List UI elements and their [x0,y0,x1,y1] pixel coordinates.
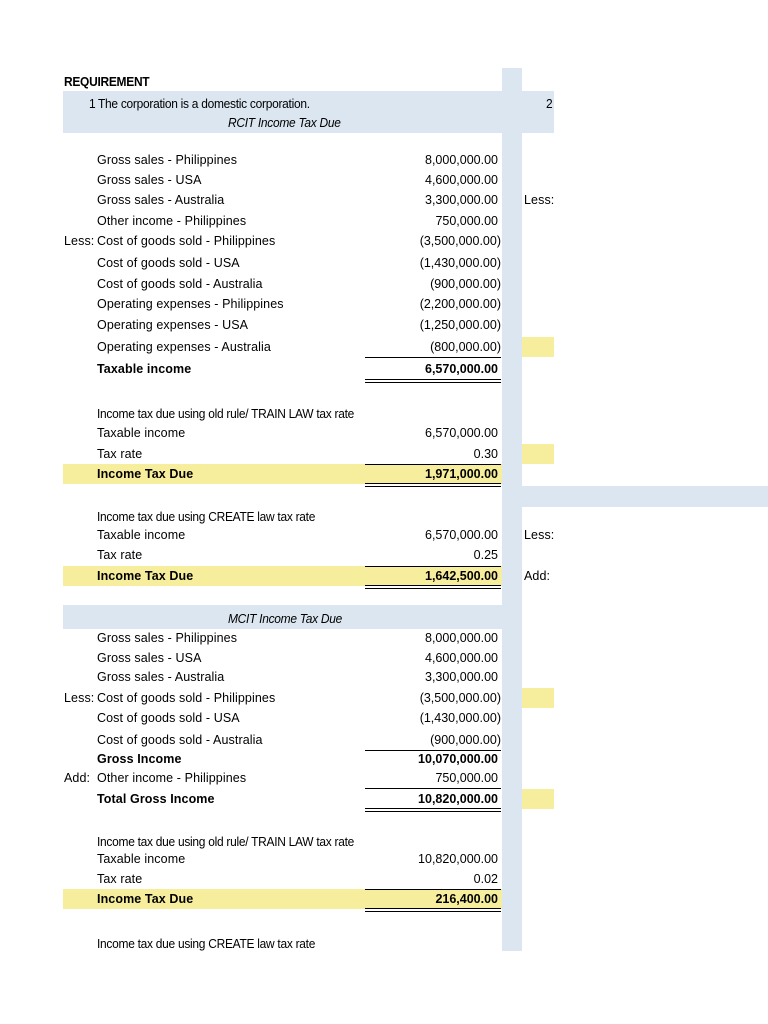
requirement-label: REQUIREMENT [64,74,150,89]
mcit-row-value: 3,300,000.00 [425,670,498,684]
old-rule-1-double-line-2 [365,486,501,487]
mcit-row-label: Cost of goods sold - USA [97,711,240,725]
right-highlight-1 [522,337,554,357]
mcit-row-value: 8,000,000.00 [425,631,498,645]
mcit-add-prefix: Add: [64,771,91,785]
old-rule-2-taxable-value: 10,820,000.00 [418,852,498,866]
mcit-total-line [365,788,501,789]
old-rule-2-due-label: Income Tax Due [97,892,194,906]
create-2-heading: Income tax due using CREATE law tax rate [97,936,316,951]
rcit-row-value: 4,600,000.00 [425,173,498,187]
old-rule-2-taxable-label: Taxable income [97,852,186,866]
separator-column [502,68,522,951]
rcit-row-label: Operating expenses - Australia [97,340,271,354]
rcit-row-value: (900,000.00) [430,277,501,291]
right-section-band [502,486,768,507]
create-1-rate-line [365,566,501,567]
rcit-row-value: 3,300,000.00 [425,193,498,207]
rcit-row-value: (1,430,000.00) [419,256,501,270]
mcit-gross-value: 10,070,000.00 [418,752,498,766]
rcit-title: RCIT Income Tax Due [228,115,341,130]
create-1-due-label: Income Tax Due [97,569,194,583]
rcit-row-label: Gross sales - Philippines [97,153,238,167]
mcit-total-double-line-1 [365,808,501,809]
rcit-row-value: (2,200,000.00) [419,297,501,311]
old-rule-1-rate-label: Tax rate [97,447,143,461]
mcit-row-label: Gross sales - Philippines [97,631,238,645]
create-1-taxable-value: 6,570,000.00 [425,528,498,542]
create-1-heading: Income tax due using CREATE law tax rate [97,509,316,524]
mcit-row-value: 4,600,000.00 [425,651,498,665]
mcit-row-label: Cost of goods sold - Philippines [97,691,276,705]
old-rule-2-rate-value: 0.02 [473,872,498,886]
old-rule-1-taxable-value: 6,570,000.00 [425,426,498,440]
create-1-rate-label: Tax rate [97,548,143,562]
rcit-row-value: (800,000.00) [430,340,501,354]
create-1-double-line-1 [365,585,501,586]
rcit-total-value: 6,570,000.00 [425,362,498,376]
mcit-row-label: Cost of goods sold - Australia [97,733,263,747]
old-rule-1-rate-line [365,464,501,465]
create-1-double-line-2 [365,588,501,589]
mcit-row-prefix: Less: [64,691,95,705]
rcit-row-value: 8,000,000.00 [425,153,498,167]
rcit-row-value: (3,500,000.00) [419,234,501,248]
old-rule-2-heading: Income tax due using old rule/ TRAIN LAW tax rate [97,834,355,849]
right-highlight-4 [522,789,554,809]
old-rule-1-double-line-1 [365,483,501,484]
rcit-row-label: Gross sales - Australia [97,193,225,207]
rcit-row-label: Gross sales - USA [97,173,202,187]
rcit-row-value: (1,250,000.00) [419,318,501,332]
mcit-row-value: (1,430,000.00) [419,711,501,725]
old-rule-1-rate-value: 0.30 [473,447,498,461]
mcit-other-value: 750,000.00 [435,771,498,785]
mcit-total-double-line-2 [365,811,501,812]
rcit-row-label: Other income - Philippines [97,214,247,228]
rcit-row-label: Cost of goods sold - Philippines [97,234,276,248]
rcit-row-label: Operating expenses - USA [97,318,249,332]
create-1-rate-value: 0.25 [473,548,498,562]
right-add-label-1: Add: [524,569,551,583]
mcit-gross-label: Gross Income [97,752,182,766]
mcit-total-label: Total Gross Income [97,792,215,806]
item-text: The corporation is a domestic corporation. [98,96,310,111]
rcit-row-label: Cost of goods sold - USA [97,256,240,270]
old-rule-2-rate-line [365,889,501,890]
mcit-gross-line [365,750,501,751]
old-rule-2-due-value: 216,400.00 [435,892,498,906]
create-1-taxable-label: Taxable income [97,528,186,542]
mcit-row-value: (900,000.00) [430,733,501,747]
right-less-label-2: Less: [524,528,555,542]
right-item-number: 2 [546,96,553,111]
old-rule-1-heading: Income tax due using old rule/ TRAIN LAW tax rate [97,406,355,421]
mcit-row-label: Gross sales - Australia [97,670,225,684]
rcit-total-double-line-2 [365,382,501,383]
mcit-title: MCIT Income Tax Due [228,611,342,626]
rcit-total-double-line-1 [365,379,501,380]
old-rule-2-rate-label: Tax rate [97,872,143,886]
right-highlight-2 [522,444,554,464]
rcit-row-value: 750,000.00 [435,214,498,228]
mcit-row-value: (3,500,000.00) [419,691,501,705]
right-less-label-1: Less: [524,193,555,207]
rcit-row-label: Operating expenses - Philippines [97,297,284,311]
right-highlight-3 [522,688,554,708]
rcit-subtotal-line [365,357,501,358]
item-number: 1 [89,96,96,111]
old-rule-1-due-value: 1,971,000.00 [425,467,498,481]
mcit-row-label: Gross sales - USA [97,651,202,665]
mcit-other-label: Other income - Philippines [97,771,247,785]
old-rule-2-double-line-1 [365,908,501,909]
rcit-total-label: Taxable income [97,362,192,376]
rcit-row-prefix: Less: [64,234,95,248]
mcit-total-value: 10,820,000.00 [418,792,498,806]
rcit-row-label: Cost of goods sold - Australia [97,277,263,291]
old-rule-1-due-label: Income Tax Due [97,467,194,481]
old-rule-1-taxable-label: Taxable income [97,426,186,440]
old-rule-2-double-line-2 [365,911,501,912]
create-1-due-value: 1,642,500.00 [425,569,498,583]
